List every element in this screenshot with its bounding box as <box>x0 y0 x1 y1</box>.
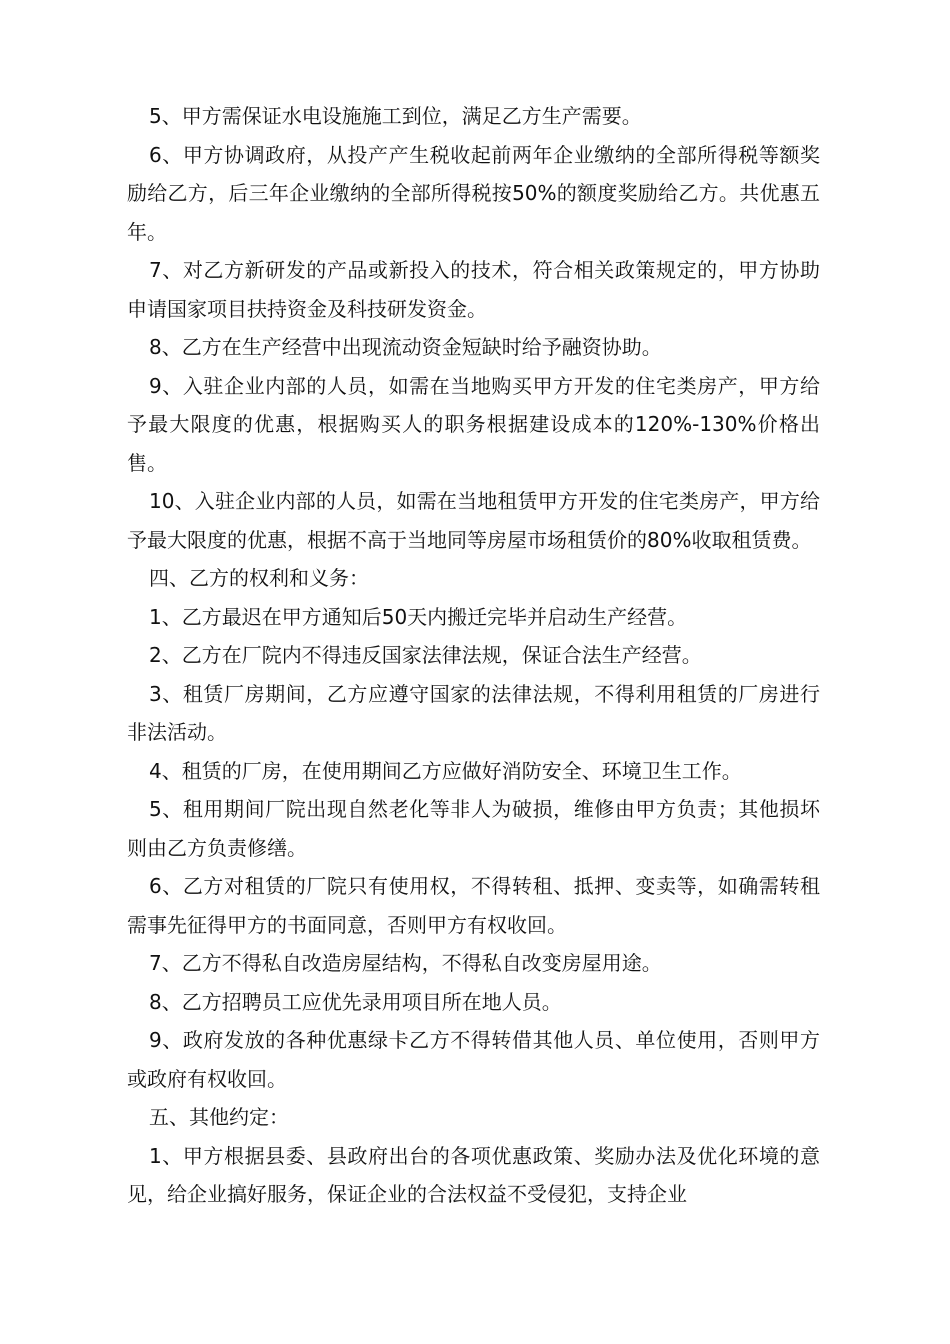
paragraph: 5、甲方需保证水电设施施工到位，满足乙方生产需要。 <box>149 104 642 128</box>
paragraph: 9、政府发放的各种优惠绿卡乙方不得转借其他人员、单位使用，否则甲方或政府有权收回。 <box>127 1028 820 1091</box>
document-body <box>127 97 820 1214</box>
paragraph: 5、租用期间厂院出现自然老化等非人为破损，维修由甲方负责；其他损坏则由乙方负责修缮。 <box>127 797 820 860</box>
paragraph: 2、乙方在厂院内不得违反国家法律法规，保证合法生产经营。 <box>149 643 702 667</box>
paragraph: 10、入驻企业内部的人员，如需在当地租赁甲方开发的住宅类房产，甲方给予最大限度的优惠，根据不高于当地同等房屋市场租赁价的80%收取租赁费。 <box>127 489 820 552</box>
paragraph: 6、甲方协调政府，从投产产生税收起前两年企业缴纳的全部所得税等额奖励给乙方，后三年企业缴纳的全部所得税按50%的额度奖励给乙方。共优惠五年。 <box>127 142 820 244</box>
section-heading: 五、其他约定： <box>149 1105 289 1129</box>
section-heading: 四、乙方的权利和义务： <box>149 566 369 590</box>
paragraph: 4、租赁的厂房，在使用期间乙方应做好消防安全、环境卫生工作。 <box>149 758 742 783</box>
paragraph: 7、对乙方新研发的产品或新投入的技术，符合相关政策规定的，甲方协助申请国家项目扶持资金及科技研发资金。 <box>127 258 820 321</box>
paragraph: 8、乙方招聘员工应优先录用项目所在地人员。 <box>149 989 562 1014</box>
paragraph: 3、租赁厂房期间，乙方应遵守国家的法律法规，不得利用租赁的厂房进行非法活动。 <box>127 681 820 744</box>
paragraph: 7、乙方不得私自改造房屋结构，不得私自改变房屋用途。 <box>149 951 662 975</box>
paragraph: 1、乙方最迟在甲方通知后50天内搬迁完毕并启动生产经营。 <box>149 604 688 629</box>
paragraph: 1、甲方根据县委、县政府出台的各项优惠政策、奖励办法及优化环境的意见，给企业搞好服务，保证企业的合法权益不受侵犯，支持企业 <box>127 1143 820 1206</box>
paragraph: 6、乙方对租赁的厂院只有使用权，不得转租、抵押、变卖等，如确需转租需事先征得甲方的书面同意，否则甲方有权收回。 <box>127 874 820 937</box>
paragraph: 8、乙方在生产经营中出现流动资金短缺时给予融资协助。 <box>149 335 662 359</box>
paragraph: 9、入驻企业内部的人员，如需在当地购买甲方开发的住宅类房产，甲方给予最大限度的优惠，根据购买人的职务根据建设成本的120%-130%价格出售。 <box>127 373 820 475</box>
